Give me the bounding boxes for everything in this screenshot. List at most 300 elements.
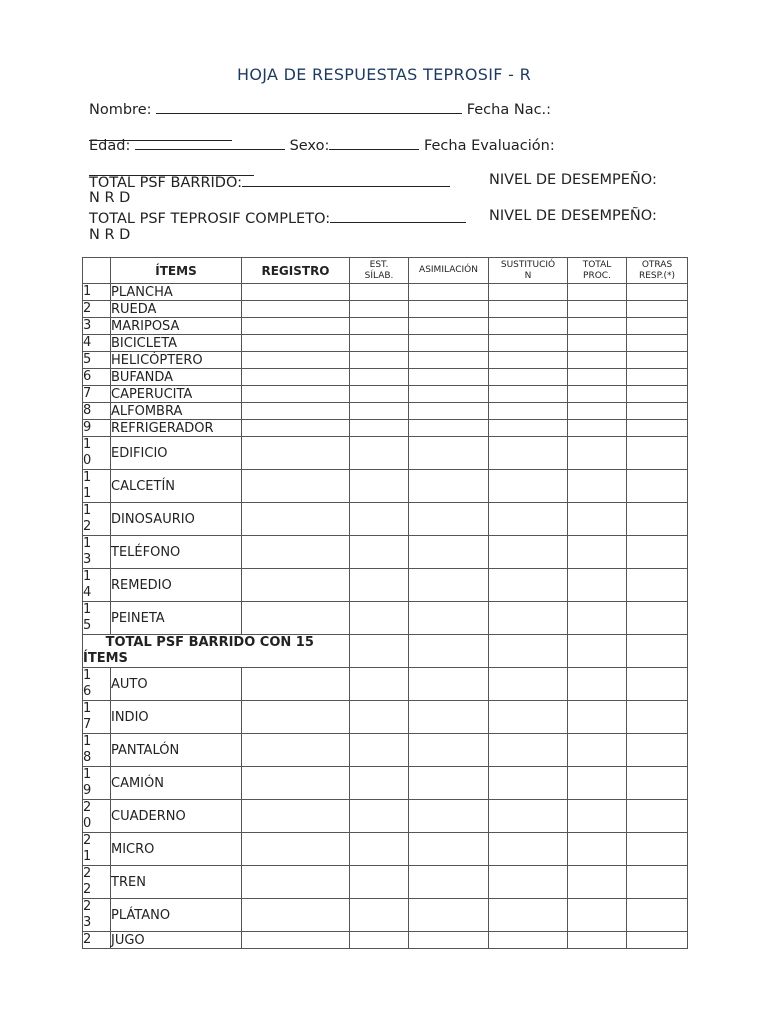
cell-input[interactable] <box>489 569 568 602</box>
cell-input[interactable] <box>627 569 688 602</box>
cell-input[interactable] <box>568 386 627 403</box>
cell-input[interactable] <box>242 866 350 899</box>
answer-table <box>82 257 688 949</box>
item-number-digit-1: 3 <box>83 318 92 333</box>
header-otras-resp-l2: RESP.(*) <box>638 270 676 281</box>
cell-input[interactable] <box>350 503 409 536</box>
item-number <box>83 569 111 602</box>
header-sustitucion-l1: SUSTITUCIÓ <box>500 259 556 270</box>
table-row <box>83 284 688 301</box>
cell-input[interactable] <box>350 369 409 386</box>
cell-input[interactable] <box>568 701 627 734</box>
item-number-digit-2: 6 <box>83 684 92 699</box>
cell-input[interactable] <box>242 800 350 833</box>
cell-input[interactable] <box>627 470 688 503</box>
item-name: JUGO <box>111 932 242 949</box>
cell-input[interactable] <box>489 833 568 866</box>
item-number-digit-1: 2 <box>83 932 92 947</box>
total-barrido-row <box>89 172 450 191</box>
item-name: PEINETA <box>111 602 242 635</box>
item-name: CAPERUCITA <box>111 386 242 403</box>
total-barrido-15-l1: TOTAL PSF BARRIDO CON 15 <box>105 635 314 650</box>
nombre-row <box>89 99 551 118</box>
header-otras-resp <box>627 258 688 284</box>
item-name: CUADERNO <box>111 800 242 833</box>
cell-input[interactable] <box>409 800 489 833</box>
table-row <box>83 668 688 701</box>
cell-input[interactable] <box>242 899 350 932</box>
item-number <box>83 335 111 352</box>
cell-input[interactable] <box>627 335 688 352</box>
cell-input[interactable] <box>350 352 409 369</box>
cell-input[interactable] <box>242 602 350 635</box>
item-number <box>83 352 111 369</box>
nivel-label-1: NIVEL DE DESEMPEÑO: <box>489 172 657 188</box>
cell-input[interactable] <box>409 833 489 866</box>
cell-input[interactable] <box>409 635 489 668</box>
cell-input[interactable] <box>350 734 409 767</box>
cell-input[interactable] <box>242 352 350 369</box>
cell-input[interactable] <box>409 284 489 301</box>
item-number-digit-2: 9 <box>83 783 92 798</box>
item-name: TELÉFONO <box>111 536 242 569</box>
cell-input[interactable] <box>568 932 627 949</box>
item-number <box>83 386 111 403</box>
cell-input[interactable] <box>409 932 489 949</box>
item-name: BUFANDA <box>111 369 242 386</box>
cell-input[interactable] <box>350 284 409 301</box>
cell-input[interactable] <box>409 301 489 318</box>
cell-input[interactable] <box>627 602 688 635</box>
cell-input[interactable] <box>627 403 688 420</box>
item-number <box>83 800 111 833</box>
fecha-eval-label: Fecha Evaluación: <box>423 138 555 154</box>
cell-input[interactable] <box>568 602 627 635</box>
cell-input[interactable] <box>568 503 627 536</box>
item-number <box>83 403 111 420</box>
total-completo-field[interactable] <box>330 208 466 223</box>
cell-input[interactable] <box>409 352 489 369</box>
item-number-digit-2: 1 <box>83 849 92 864</box>
table-row <box>83 420 688 437</box>
cell-input[interactable] <box>568 369 627 386</box>
cell-input[interactable] <box>489 352 568 369</box>
cell-input[interactable] <box>489 767 568 800</box>
total-barrido-15-l2: ÍTEMS <box>83 651 128 666</box>
item-name: EDIFICIO <box>111 437 242 470</box>
cell-input[interactable] <box>489 335 568 352</box>
item-name: PLANCHA <box>111 284 242 301</box>
table-row <box>83 352 688 369</box>
cell-input[interactable] <box>242 701 350 734</box>
item-name: REMEDIO <box>111 569 242 602</box>
cell-input[interactable] <box>350 800 409 833</box>
cell-input[interactable] <box>489 403 568 420</box>
cell-input[interactable] <box>350 403 409 420</box>
cell-input[interactable] <box>489 800 568 833</box>
header-est-silab-l1: EST. <box>369 259 389 270</box>
table-row <box>83 503 688 536</box>
item-number <box>83 932 111 949</box>
cell-input[interactable] <box>350 668 409 701</box>
table-row <box>83 833 688 866</box>
cell-input[interactable] <box>627 932 688 949</box>
table-row <box>83 536 688 569</box>
item-number-digit-1: 7 <box>83 386 92 401</box>
item-number-digit-1: 2 <box>83 899 92 914</box>
cell-input[interactable] <box>350 386 409 403</box>
cell-input[interactable] <box>350 536 409 569</box>
table-row <box>83 932 688 949</box>
fecha-nac-label: Fecha Nac.: <box>466 102 552 118</box>
table-row <box>83 569 688 602</box>
nrd-options-1[interactable]: N R D <box>89 190 131 206</box>
item-number <box>83 470 111 503</box>
header-est-silab-l2: SÍLAB. <box>364 270 394 281</box>
item-name: REFRIGERADOR <box>111 420 242 437</box>
item-number-digit-1: 6 <box>83 369 92 384</box>
cell-input[interactable] <box>568 335 627 352</box>
cell-input[interactable] <box>489 503 568 536</box>
item-number <box>83 833 111 866</box>
item-number-digit-1: 2 <box>83 866 92 881</box>
table-row <box>83 734 688 767</box>
table-row <box>83 767 688 800</box>
cell-input[interactable] <box>568 800 627 833</box>
nrd-options-2[interactable]: N R D <box>89 227 131 243</box>
item-number-digit-1: 8 <box>83 403 92 418</box>
total-barrido-15-label <box>83 635 350 668</box>
total-group <box>83 635 688 668</box>
cell-input[interactable] <box>489 301 568 318</box>
cell-input[interactable] <box>568 470 627 503</box>
cell-input[interactable] <box>350 470 409 503</box>
cell-input[interactable] <box>627 284 688 301</box>
cell-input[interactable] <box>627 437 688 470</box>
item-number <box>83 301 111 318</box>
table-row <box>83 602 688 635</box>
cell-input[interactable] <box>242 318 350 335</box>
cell-input[interactable] <box>242 386 350 403</box>
cell-input[interactable] <box>409 866 489 899</box>
cell-input[interactable] <box>627 386 688 403</box>
cell-input[interactable] <box>489 734 568 767</box>
items-group-b <box>83 668 688 949</box>
table-header-row <box>83 258 688 284</box>
edad-field[interactable] <box>135 135 285 150</box>
cell-input[interactable] <box>350 899 409 932</box>
cell-input[interactable] <box>627 800 688 833</box>
item-number-digit-1: 2 <box>83 301 92 316</box>
item-number <box>83 701 111 734</box>
header-items: ÍTEMS <box>111 258 242 284</box>
cell-input[interactable] <box>568 352 627 369</box>
item-number-digit-2: 8 <box>83 750 92 765</box>
cell-input[interactable] <box>242 569 350 602</box>
cell-input[interactable] <box>627 899 688 932</box>
item-number <box>83 420 111 437</box>
cell-input[interactable] <box>568 301 627 318</box>
cell-input[interactable] <box>242 437 350 470</box>
item-name: AUTO <box>111 668 242 701</box>
item-name: MARIPOSA <box>111 318 242 335</box>
cell-input[interactable] <box>350 318 409 335</box>
cell-input[interactable] <box>409 767 489 800</box>
cell-input[interactable] <box>350 569 409 602</box>
cell-input[interactable] <box>489 932 568 949</box>
table-row <box>83 470 688 503</box>
cell-input[interactable] <box>242 734 350 767</box>
cell-input[interactable] <box>409 386 489 403</box>
item-number-digit-1: 1 <box>83 536 92 551</box>
sexo-field[interactable] <box>329 135 419 150</box>
item-number <box>83 503 111 536</box>
header-sustitucion-l2: N <box>524 270 532 281</box>
cell-input[interactable] <box>242 470 350 503</box>
item-number <box>83 767 111 800</box>
cell-input[interactable] <box>627 866 688 899</box>
cell-input[interactable] <box>627 352 688 369</box>
item-number-digit-2: 3 <box>83 552 92 567</box>
item-number-digit-1: 1 <box>83 701 92 716</box>
cell-input[interactable] <box>409 668 489 701</box>
item-number-digit-1: 1 <box>83 668 92 683</box>
cell-input[interactable] <box>489 420 568 437</box>
item-number <box>83 734 111 767</box>
cell-input[interactable] <box>409 734 489 767</box>
cell-input[interactable] <box>409 701 489 734</box>
item-name: MICRO <box>111 833 242 866</box>
total-barrido-15-row <box>83 635 688 668</box>
table-row <box>83 335 688 352</box>
cell-input[interactable] <box>489 866 568 899</box>
item-name: RUEDA <box>111 301 242 318</box>
cell-input[interactable] <box>242 668 350 701</box>
item-number-digit-1: 1 <box>83 284 92 299</box>
item-number-digit-2: 5 <box>83 618 92 633</box>
cell-input[interactable] <box>568 420 627 437</box>
header-registro: REGISTRO <box>242 258 350 284</box>
cell-input[interactable] <box>242 536 350 569</box>
item-number-digit-1: 2 <box>83 833 92 848</box>
item-number-digit-1: 1 <box>83 734 92 749</box>
cell-input[interactable] <box>350 437 409 470</box>
item-number-digit-1: 1 <box>83 602 92 617</box>
table-row <box>83 800 688 833</box>
header-sustitucion <box>489 258 568 284</box>
cell-input[interactable] <box>409 403 489 420</box>
cell-input[interactable] <box>242 301 350 318</box>
item-number-digit-2: 2 <box>83 519 92 534</box>
cell-input[interactable] <box>568 668 627 701</box>
cell-input[interactable] <box>350 602 409 635</box>
item-number <box>83 284 111 301</box>
cell-input[interactable] <box>568 318 627 335</box>
item-number <box>83 437 111 470</box>
cell-input[interactable] <box>242 932 350 949</box>
cell-input[interactable] <box>242 503 350 536</box>
item-number-digit-2: 3 <box>83 915 92 930</box>
table-row <box>83 301 688 318</box>
cell-input[interactable] <box>409 335 489 352</box>
cell-input[interactable] <box>409 420 489 437</box>
cell-input[interactable] <box>350 701 409 734</box>
cell-input[interactable] <box>350 635 409 668</box>
total-barrido-field[interactable] <box>242 172 450 187</box>
item-number-digit-2: 7 <box>83 717 92 732</box>
header-total-proc <box>568 258 627 284</box>
cell-input[interactable] <box>568 899 627 932</box>
cell-input[interactable] <box>242 284 350 301</box>
nombre-label: Nombre: <box>89 102 152 118</box>
cell-input[interactable] <box>489 899 568 932</box>
edad-row <box>89 135 555 154</box>
edad-label: Edad: <box>89 138 131 154</box>
cell-input[interactable] <box>242 369 350 386</box>
table-row <box>83 866 688 899</box>
item-name: CALCETÍN <box>111 470 242 503</box>
cell-input[interactable] <box>489 369 568 386</box>
cell-input[interactable] <box>568 569 627 602</box>
item-number-digit-2: 0 <box>83 816 92 831</box>
cell-input[interactable] <box>409 602 489 635</box>
cell-input[interactable] <box>350 932 409 949</box>
cell-input[interactable] <box>627 701 688 734</box>
cell-input[interactable] <box>627 734 688 767</box>
cell-input[interactable] <box>350 866 409 899</box>
item-number <box>83 318 111 335</box>
cell-input[interactable] <box>627 369 688 386</box>
cell-input[interactable] <box>409 369 489 386</box>
cell-input[interactable] <box>627 536 688 569</box>
cell-input[interactable] <box>489 437 568 470</box>
nivel-label-2: NIVEL DE DESEMPEÑO: <box>489 208 657 224</box>
item-number-digit-1: 2 <box>83 800 92 815</box>
table-row <box>83 701 688 734</box>
cell-input[interactable] <box>568 833 627 866</box>
cell-input[interactable] <box>489 635 568 668</box>
cell-input[interactable] <box>409 503 489 536</box>
cell-input[interactable] <box>489 318 568 335</box>
cell-input[interactable] <box>568 284 627 301</box>
cell-input[interactable] <box>409 318 489 335</box>
cell-input[interactable] <box>627 318 688 335</box>
item-name: BICICLETA <box>111 335 242 352</box>
cell-input[interactable] <box>242 335 350 352</box>
cell-input[interactable] <box>627 503 688 536</box>
cell-input[interactable] <box>627 420 688 437</box>
total-completo-row <box>89 208 466 227</box>
item-name: ALFOMBRA <box>111 403 242 420</box>
item-number-digit-1: 1 <box>83 503 92 518</box>
item-number-digit-1: 1 <box>83 767 92 782</box>
cell-input[interactable] <box>568 403 627 420</box>
cell-input[interactable] <box>627 668 688 701</box>
cell-input[interactable] <box>489 668 568 701</box>
item-name: HELICÓPTERO <box>111 352 242 369</box>
header-asimilacion: ASIMILACIÓN <box>409 258 489 284</box>
cell-input[interactable] <box>489 386 568 403</box>
cell-input[interactable] <box>489 284 568 301</box>
item-number <box>83 536 111 569</box>
cell-input[interactable] <box>568 437 627 470</box>
cell-input[interactable] <box>489 536 568 569</box>
total-barrido-label: TOTAL PSF BARRIDO: <box>89 175 243 191</box>
total-completo-label: TOTAL PSF TEPROSIF COMPLETO: <box>89 211 331 227</box>
corner-cell <box>83 258 111 284</box>
cell-input[interactable] <box>409 536 489 569</box>
cell-input[interactable] <box>409 437 489 470</box>
table-row <box>83 318 688 335</box>
cell-input[interactable] <box>242 403 350 420</box>
cell-input[interactable] <box>568 536 627 569</box>
cell-input[interactable] <box>568 635 627 668</box>
cell-input[interactable] <box>350 420 409 437</box>
cell-input[interactable] <box>568 767 627 800</box>
cell-input[interactable] <box>568 734 627 767</box>
cell-input[interactable] <box>350 833 409 866</box>
table-row <box>83 386 688 403</box>
item-number-digit-1: 4 <box>83 335 92 350</box>
cell-input[interactable] <box>489 701 568 734</box>
item-number <box>83 668 111 701</box>
item-number <box>83 866 111 899</box>
cell-input[interactable] <box>350 335 409 352</box>
item-name: INDIO <box>111 701 242 734</box>
item-number-digit-1: 1 <box>83 437 92 452</box>
cell-input[interactable] <box>627 301 688 318</box>
cell-input[interactable] <box>489 602 568 635</box>
cell-input[interactable] <box>627 635 688 668</box>
table-row <box>83 899 688 932</box>
cell-input[interactable] <box>489 470 568 503</box>
item-number-digit-1: 5 <box>83 352 92 367</box>
item-number <box>83 369 111 386</box>
item-number-digit-2: 0 <box>83 453 92 468</box>
cell-input[interactable] <box>350 301 409 318</box>
item-name: TREN <box>111 866 242 899</box>
item-name: PANTALÓN <box>111 734 242 767</box>
cell-input[interactable] <box>409 569 489 602</box>
cell-input[interactable] <box>627 767 688 800</box>
item-name: CAMIÓN <box>111 767 242 800</box>
item-number-digit-1: 9 <box>83 420 92 435</box>
item-number-digit-2: 4 <box>83 585 92 600</box>
nombre-field[interactable] <box>156 99 462 114</box>
header-est-silab <box>350 258 409 284</box>
item-number-digit-2: 2 <box>83 882 92 897</box>
header-total-proc-l1: TOTAL <box>582 259 612 270</box>
cell-input[interactable] <box>242 420 350 437</box>
cell-input[interactable] <box>409 470 489 503</box>
header-otras-resp-l1: OTRAS <box>641 259 673 270</box>
cell-input[interactable] <box>409 899 489 932</box>
table-row <box>83 437 688 470</box>
header-total-proc-l2: PROC. <box>583 270 611 281</box>
page-title: HOJA DE RESPUESTAS TEPROSIF - R <box>236 65 532 84</box>
item-number-digit-1: 1 <box>83 470 92 485</box>
sexo-label: Sexo: <box>289 138 330 154</box>
cell-input[interactable] <box>242 767 350 800</box>
cell-input[interactable] <box>627 833 688 866</box>
item-number <box>83 899 111 932</box>
item-number <box>83 602 111 635</box>
cell-input[interactable] <box>350 767 409 800</box>
cell-input[interactable] <box>242 833 350 866</box>
table-row <box>83 403 688 420</box>
item-name: DINOSAURIO <box>111 503 242 536</box>
cell-input[interactable] <box>568 866 627 899</box>
